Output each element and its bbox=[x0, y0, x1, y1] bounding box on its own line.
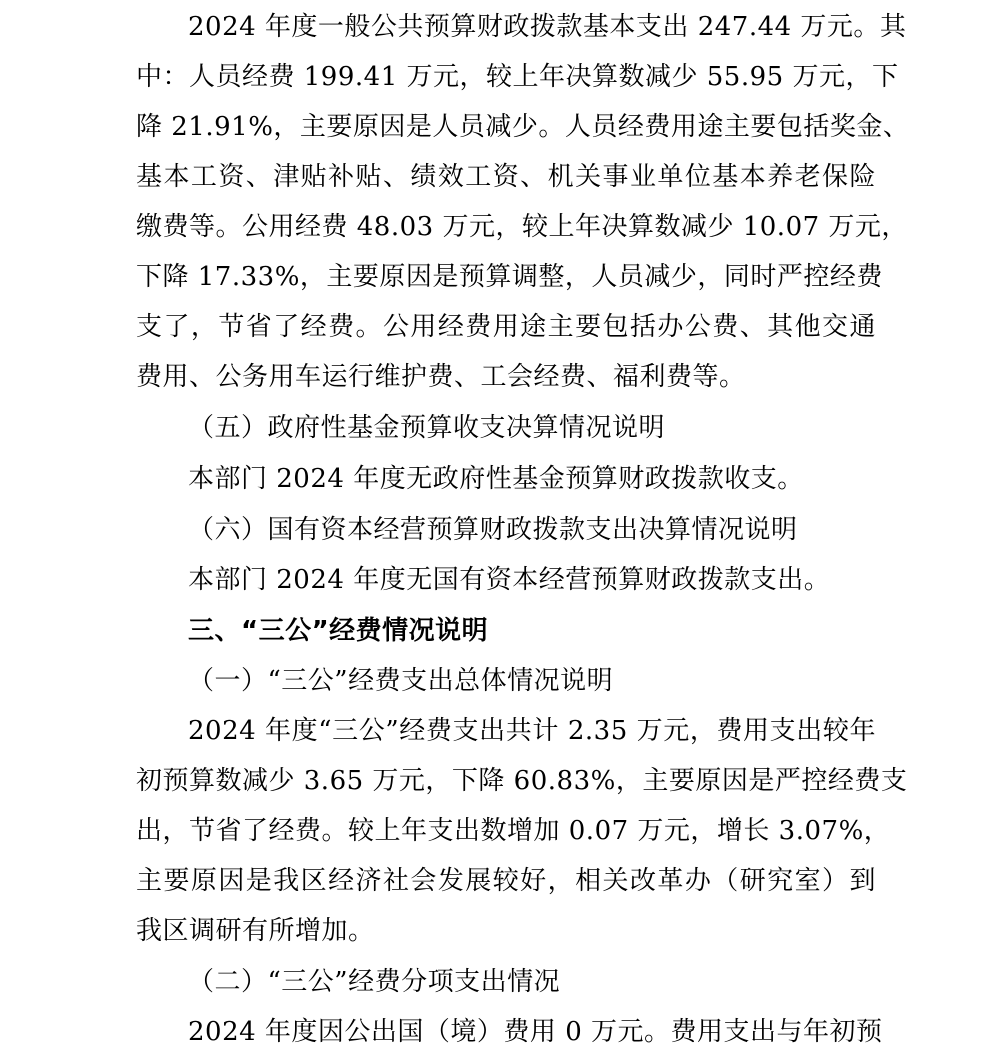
subsection-heading-2: （二）“三公”经费分项支出情况 bbox=[188, 967, 561, 997]
paragraph-line: 缴费等。公用经费 48.03 万元，较上年决算数减少 10.07 万元， bbox=[136, 212, 908, 242]
paragraph-line: 2024 年度因公出国（境）费用 0 万元。费用支出与年初预 bbox=[188, 1017, 883, 1047]
paragraph-line: 出，节省了经费。较上年支出数增加 0.07 万元，增长 3.07%， bbox=[136, 816, 891, 846]
paragraph-line: 下降 17.33%，主要原因是预算调整，人员减少，同时严控经费 bbox=[136, 262, 883, 292]
paragraph-line: 中：人员经费 199.41 万元，较上年决算数减少 55.95 万元，下 bbox=[136, 62, 899, 92]
chapter-heading-3: 三、“三公”经费情况说明 bbox=[188, 616, 489, 646]
paragraph-line: 本部门 2024 年度无国有资本经营预算财政拨款支出。 bbox=[188, 565, 831, 595]
paragraph-line: 我区调研有所增加。 bbox=[136, 916, 375, 946]
paragraph-line: 主要原因是我区经济社会发展较好，相关改革办（研究室）到 bbox=[136, 866, 876, 896]
paragraph-line: 2024 年度“三公”经费支出共计 2.35 万元，费用支出较年 bbox=[188, 716, 876, 746]
paragraph-line: 降 21.91%，主要原因是人员减少。人员经费用途主要包括奖金、 bbox=[136, 112, 910, 142]
paragraph-line: 2024 年度一般公共预算财政拨款基本支出 247.44 万元。其 bbox=[188, 12, 907, 42]
paragraph-line: 初预算数减少 3.65 万元，下降 60.83%，主要原因是严控经费支 bbox=[136, 766, 908, 796]
section-heading-6: （六）国有资本经营预算财政拨款支出决算情况说明 bbox=[188, 515, 798, 545]
paragraph-line: 支了，节省了经费。公用经费用途主要包括办公费、其他交通 bbox=[136, 312, 876, 342]
subsection-heading-1: （一）“三公”经费支出总体情况说明 bbox=[188, 666, 614, 696]
paragraph-line: 费用、公务用车运行维护费、工会经费、福利费等。 bbox=[136, 362, 746, 392]
section-heading-5: （五）政府性基金预算收支决算情况说明 bbox=[188, 413, 666, 443]
paragraph-line: 基本工资、津贴补贴、绩效工资、机关事业单位基本养老保险 bbox=[136, 162, 876, 192]
paragraph-line: 本部门 2024 年度无政府性基金预算财政拨款收支。 bbox=[188, 464, 804, 494]
